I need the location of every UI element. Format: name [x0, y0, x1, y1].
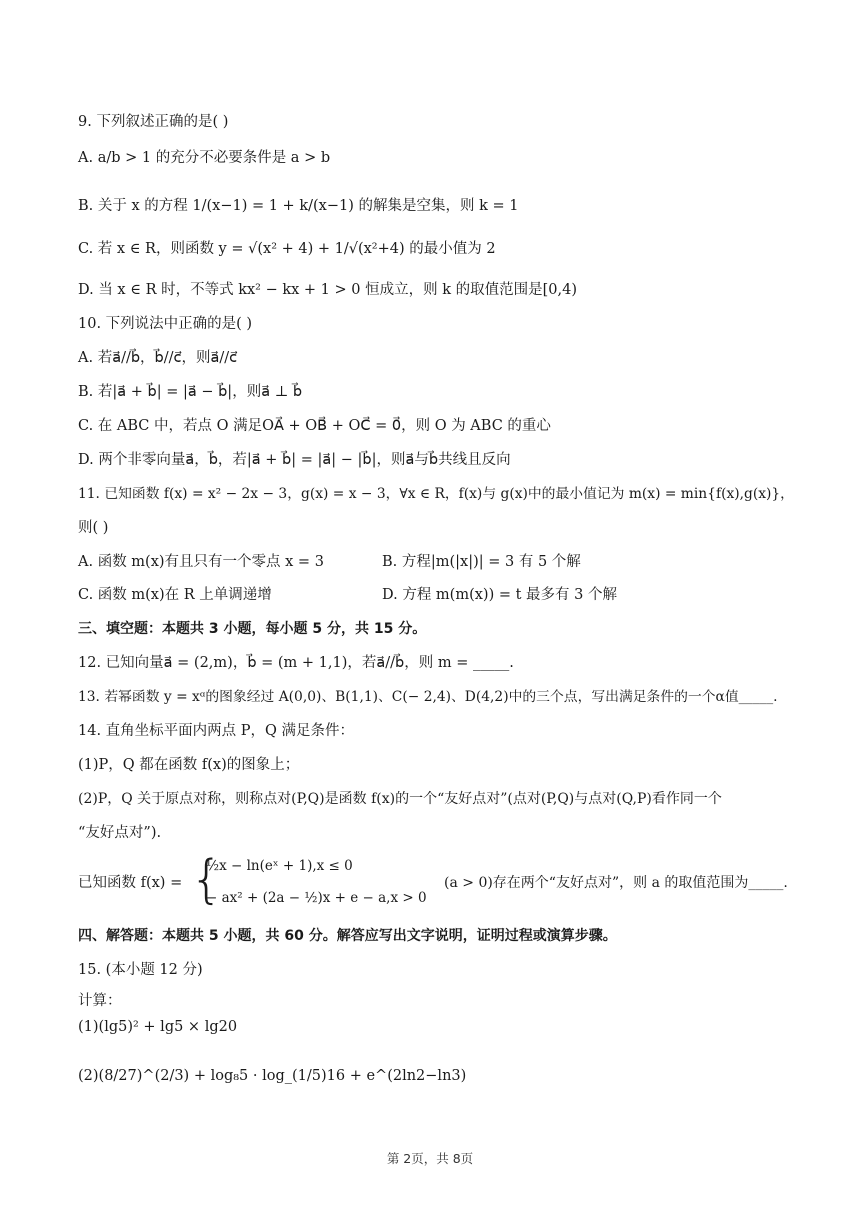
q9-option-d: D. 当 x ∈ R 时，不等式 kx² − kx + 1 > 0 恒成立，则 k 的取值范围是[0,4): [78, 282, 577, 298]
section-4-heading: 四、解答题：本题共 5 小题，共 60 分。解答应写出文字说明，证明过程或演算步骤。: [78, 928, 617, 944]
q15-part-1: (1)(lg5)² + lg5 × lg20: [78, 1019, 238, 1035]
q11-stem: 11. 已知函数 f(x) = x² − 2x − 3，g(x) = x − 3，∀x ∈ R，f(x)与 g(x)中的最小值记为 m(x) = min{f(x),g(x)}，: [78, 486, 794, 502]
q9-stem: 9. 下列叙述正确的是( ): [78, 114, 229, 130]
q15-intro: 计算：: [78, 993, 122, 1009]
q14-condition-2-cont: “友好点对”).: [78, 825, 162, 841]
q10-option-a: A. 若a⃗//b⃗，b⃗//c⃗，则a⃗//c⃗: [78, 350, 238, 366]
q15-stem: 15. (本小题 12 分): [78, 962, 203, 978]
q14-case-2: − ax² + (2a − ½)x + e − a,x > 0: [206, 890, 427, 906]
q11-option-c: C. 函数 m(x)在 R 上单调递增: [78, 587, 272, 603]
q10-option-b: B. 若|a⃗ + b⃗| = |a⃗ − b⃗|，则a⃗ ⊥ b⃗: [78, 384, 303, 400]
q12: 12. 已知向量a⃗ = (2,m)，b⃗ = (m + 1,1)，若a⃗//b⃗，则 m = _____.: [78, 655, 514, 671]
q14-question: (a > 0)存在两个“友好点对”，则 a 的取值范围为_____.: [444, 875, 788, 891]
q10-option-c: C. 在 ABC 中，若点 O 满足OA⃗ + OB⃗ + OC⃗ = 0⃗，则 O 为 ABC 的重心: [78, 418, 551, 434]
section-3-heading: 三、填空题：本题共 3 小题，每小题 5 分，共 15 分。: [78, 621, 427, 637]
q10-stem: 10. 下列说法中正确的是( ): [78, 316, 253, 332]
page-footer: 第 2页，共 8页: [386, 1151, 474, 1166]
q9-option-c: C. 若 x ∈ R，则函数 y = √(x² + 4) + 1/√(x²+4) 的最小值为 2: [78, 241, 496, 257]
q13: 13. 若幂函数 y = xᵅ的图象经过 A(0,0)、B(1,1)、C(− 2,4)、D(4,2)中的三个点，写出满足条件的一个α值_____.: [78, 689, 778, 705]
q9-option-a: A. a/b > 1 的充分不必要条件是 a > b: [78, 150, 331, 166]
piecewise-brace: {: [190, 850, 224, 910]
q15-part-2: (2)(8/27)^(2/3) + log₈5 · log_(1/5)16 + e^(2ln2−ln3): [78, 1068, 467, 1084]
q11-option-a: A. 函数 m(x)有且只有一个零点 x = 3: [78, 554, 324, 570]
q14-case-1: ½x − ln(eˣ + 1),x ≤ 0: [206, 858, 353, 874]
q10-option-d: D. 两个非零向量a⃗，b⃗，若|a⃗ + b⃗| = |a⃗| − |b⃗|，则a⃗与b⃗共线且反向: [78, 452, 511, 468]
q11-option-b: B. 方程|m(|x|)| = 3 有 5 个解: [382, 554, 581, 570]
q9-option-b: B. 关于 x 的方程 1/(x−1) = 1 + k/(x−1) 的解集是空集，则 k = 1: [78, 198, 519, 214]
q14-stem: 14. 直角坐标平面内两点 P，Q 满足条件：: [78, 723, 355, 739]
q11-option-d: D. 方程 m(m(x)) = t 最多有 3 个解: [382, 587, 617, 603]
q11-stem-cont: 则( ): [78, 520, 109, 536]
q14-condition-2: (2)P，Q 关于原点对称，则称点对(P,Q)是函数 f(x)的一个“友好点对”(点对(P,Q)与点对(Q,P)看作同一个: [78, 791, 722, 807]
q14-condition-1: (1)P，Q 都在函数 f(x)的图象上；: [78, 757, 300, 773]
q14-function-label: 已知函数 f(x) =: [78, 875, 183, 891]
